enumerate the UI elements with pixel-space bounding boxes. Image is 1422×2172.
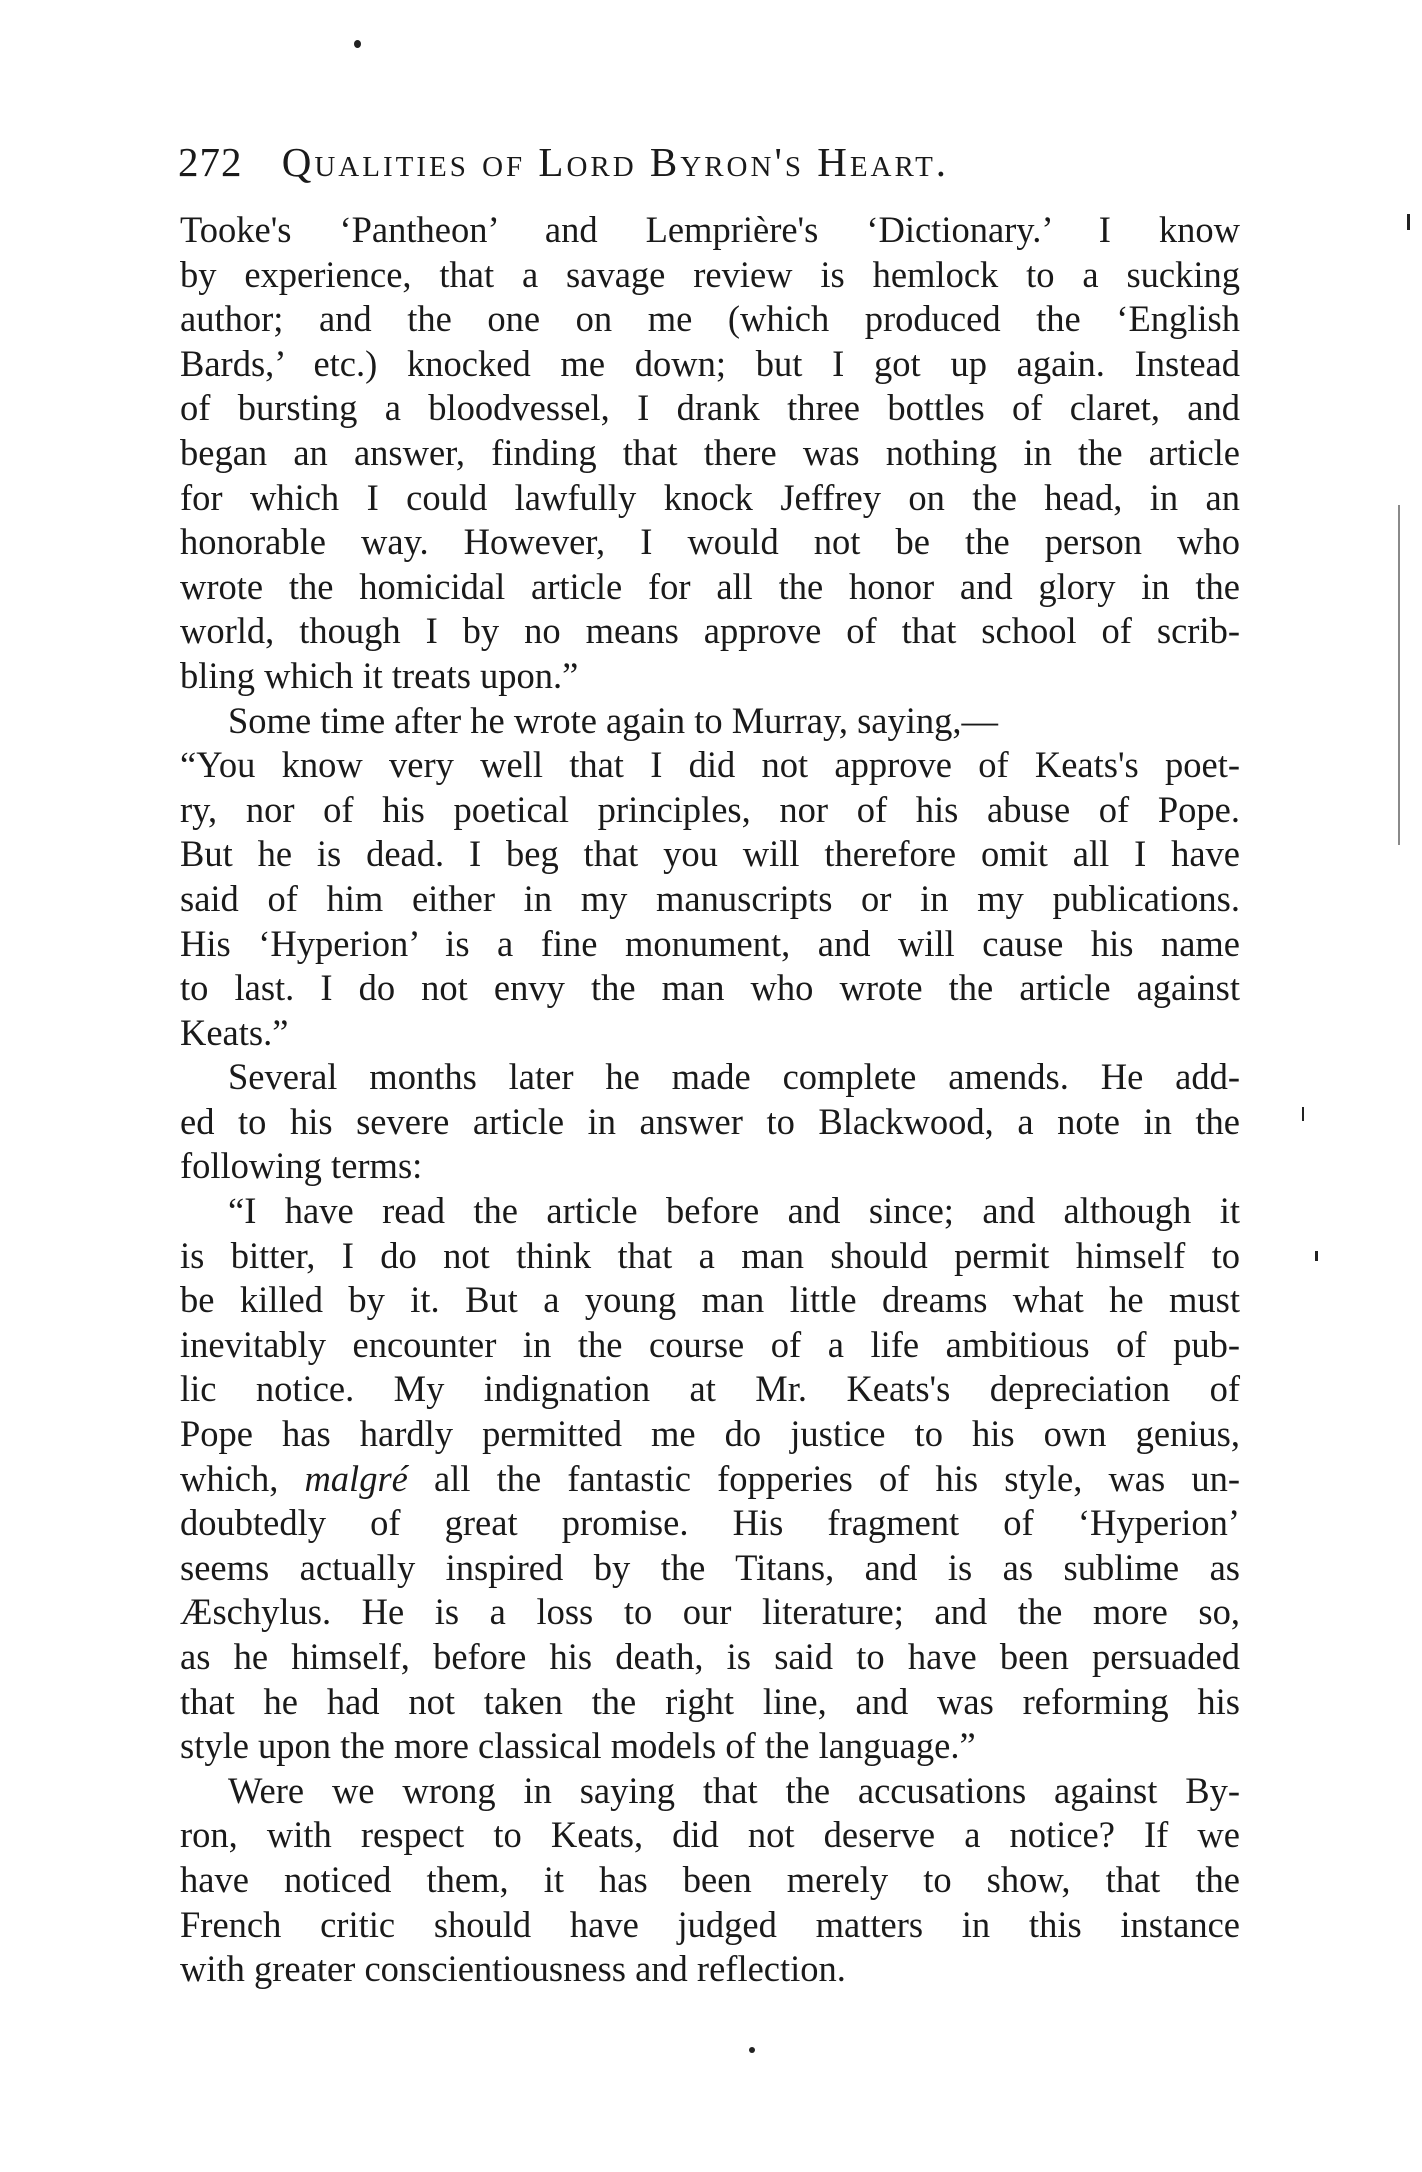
text-line: be killed by it. But a young man little dreams what he must [180,1279,1240,1321]
page-number: 272 [178,139,243,185]
text-line: doubtedly of great promise. His fragment of ‘Hyperion’ [180,1502,1240,1544]
text-line: Some time after he wrote again to Murray, saying,— [228,699,998,741]
text-line: style upon the more classical models of the language.” [180,1725,976,1767]
text-line: ed to his severe article in answer to Blackwood, a note in the [180,1100,1240,1142]
text-line: But he is dead. I beg that you will therefore omit all I have [180,833,1240,875]
text-line: ry, nor of his poetical principles, nor of his abuse of Pope. [180,788,1240,830]
text-line: which, malgré all the fantastic fopperies of his style, was un- [180,1457,1240,1499]
text-line: Several months later he made complete amends. He add- [228,1056,1240,1098]
text-line: of bursting a bloodvessel, I drank three bottles of claret, and [180,387,1240,429]
text-line: Pope has hardly permitted me do justice to his own genius, [180,1413,1240,1455]
text-line: wrote the homicidal article for all the honor and glory in the [180,565,1240,607]
speck-top [354,40,361,48]
speck-right-mid [1302,1107,1304,1121]
text-line: bling which it treats upon.” [180,654,579,696]
text-line: inevitably encounter in the course of a life ambitious of pub- [180,1323,1240,1365]
text-line: with greater conscientiousness and reflection. [180,1948,846,1990]
body-text [180,208,1240,1992]
text-line: author; and the one on me (which produced the ‘English [180,298,1240,340]
text-line: Æschylus. He is a loss to our literature; and the more so, [180,1591,1240,1633]
speck-right-top [1407,214,1410,230]
text-line: honorable way. However, I would not be the person who [180,521,1240,563]
margin-rule-right [1398,505,1400,845]
text-line: ron, with respect to Keats, did not deserve a notice? If we [180,1814,1240,1856]
text-line: Tooke's ‘Pantheon’ and Lemprière's ‘Dictionary.’ I know [180,209,1240,250]
speck-right-low [1315,1251,1318,1261]
text-line: “I have read the article before and since; and although it [228,1190,1240,1232]
italic-word: malgré [304,1457,408,1499]
text-line: to last. I do not envy the man who wrote the article against [180,967,1240,1009]
text-line: Keats.” [180,1011,289,1053]
text-line: as he himself, before his death, is said to have been persuaded [180,1636,1240,1677]
text-line: His ‘Hyperion’ is a fine monument, and will cause his name [180,922,1240,964]
text-line: that he had not taken the right line, and was reforming his [180,1680,1240,1722]
text-line: by experience, that a savage review is hemlock to a sucking [180,253,1240,295]
text-line: “You know very well that I did not approve of Keats's poet- [180,744,1240,786]
running-title: Qualities of Lord Byron's Heart. [281,139,950,185]
text-line: seems actually inspired by the Titans, and is as sublime as [180,1546,1240,1588]
text-line: for which I could lawfully knock Jeffrey on the head, in an [180,476,1240,518]
text-line: following terms: [180,1145,423,1187]
text-line: Bards,’ etc.) knocked me down; but I got up again. Instead [180,342,1240,384]
text-line: is bitter, I do not think that a man should permit himself to [180,1234,1240,1276]
text-line: have noticed them, it has been merely to show, that the [180,1858,1240,1900]
running-head [178,138,1238,186]
text-line: lic notice. My indignation at Mr. Keats's depreciation of [180,1368,1240,1410]
speck-bottom [749,2047,755,2053]
text-line: began an answer, finding that there was nothing in the article [180,431,1240,473]
text-line: French critic should have judged matters in this instance [180,1903,1240,1945]
text-line: world, though I by no means approve of that school of scrib- [180,610,1240,652]
text-line: said of him either in my manuscripts or in my publications. [180,877,1240,919]
text-line: Were we wrong in saying that the accusations against By- [228,1769,1240,1811]
